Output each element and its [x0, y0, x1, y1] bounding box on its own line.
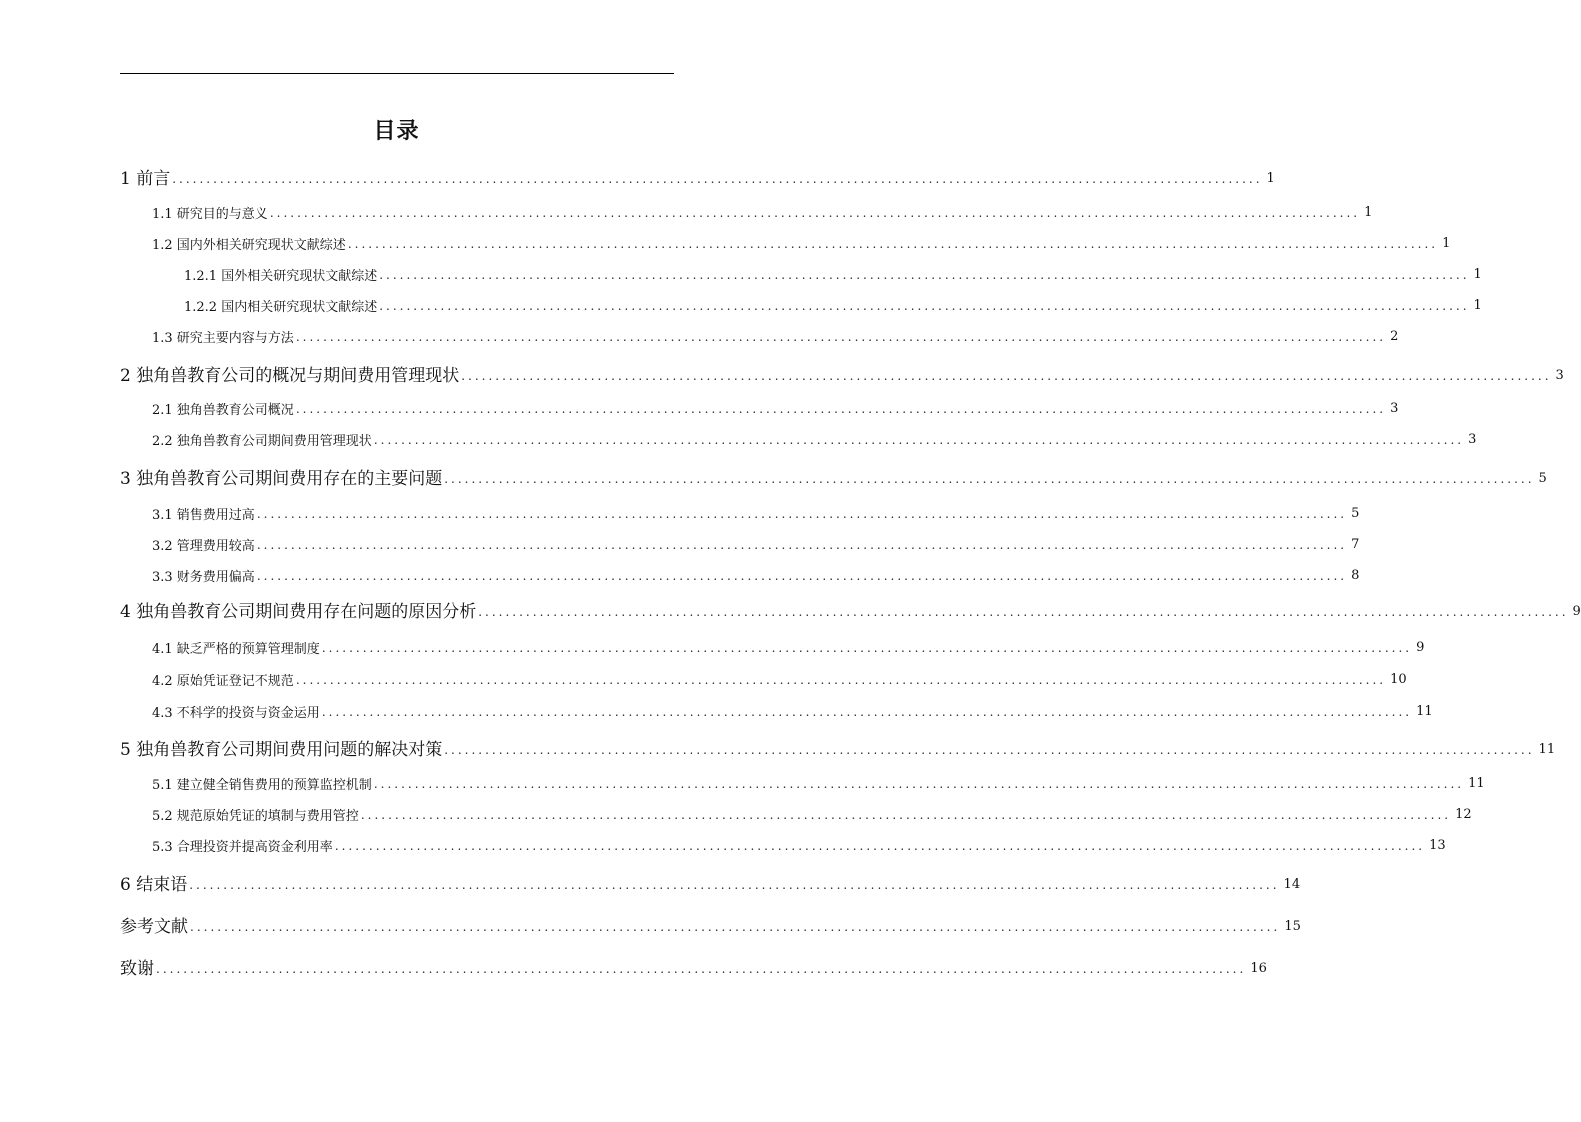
toc-entry-label: 4.2 原始凭证登记不规范 — [152, 674, 294, 689]
toc-entry-label: 1.3 研究主要内容与方法 — [152, 331, 294, 346]
toc-entry[interactable] — [152, 773, 1485, 793]
toc-page-number: 15 — [1284, 919, 1301, 934]
toc-page-number: 9 — [1416, 640, 1425, 655]
toc-page-number: 16 — [1250, 961, 1267, 976]
toc-entry[interactable] — [184, 264, 1482, 284]
toc-page-number: 12 — [1455, 807, 1472, 822]
toc-dot-leader: ................................................................................................................................................................ — [321, 705, 1413, 719]
toc-entry-label: 3.3 财务费用偏高 — [152, 570, 255, 585]
toc-entry[interactable] — [152, 804, 1472, 824]
toc-entry-label: 2.1 独角兽教育公司概况 — [152, 403, 294, 418]
toc-entry[interactable] — [152, 429, 1477, 449]
toc-entry-label: 1.1 研究目的与意义 — [152, 207, 268, 222]
toc-entry-label: 5.1 建立健全销售费用的预算监控机制 — [152, 778, 372, 793]
toc-entry[interactable] — [152, 534, 1360, 554]
toc-entry[interactable] — [152, 565, 1360, 585]
toc-page-number: 1 — [1473, 298, 1482, 313]
toc-entry-label: 3 独角兽教育公司期间费用存在的主要问题 — [120, 469, 443, 489]
toc-entry-label: 4 独角兽教育公司期间费用存在问题的原因分析 — [120, 602, 477, 622]
toc-entry-label: 3.1 销售费用过高 — [152, 508, 255, 523]
toc-page-number: 8 — [1351, 568, 1360, 583]
toc-entry[interactable] — [152, 637, 1425, 657]
toc-dot-leader: ................................................................................................................................................................ — [373, 433, 1465, 447]
toc-entry-label: 1.2.1 国外相关研究现状文献综述 — [184, 269, 378, 284]
toc-page-number: 7 — [1351, 537, 1360, 552]
toc-entry[interactable] — [152, 835, 1446, 855]
toc-page-number: 11 — [1416, 704, 1433, 719]
toc-entry-label: 5 独角兽教育公司期间费用问题的解决对策 — [120, 740, 443, 760]
toc-dot-leader: ................................................................................................................................................................ — [172, 172, 1263, 186]
toc-entry[interactable] — [120, 362, 1564, 386]
toc-dot-leader: ................................................................................................................................................................ — [256, 507, 1348, 521]
toc-entry[interactable] — [120, 736, 1556, 760]
toc-title: 目录 — [373, 119, 420, 144]
toc-dot-leader: ................................................................................................................................................................ — [190, 920, 1281, 934]
toc-page-number: 2 — [1390, 329, 1399, 344]
toc-entry-label: 2.2 独角兽教育公司期间费用管理现状 — [152, 434, 372, 449]
toc-dot-leader: ................................................................................................................................................................ — [444, 743, 1535, 757]
toc-entry[interactable] — [152, 701, 1433, 721]
toc-entry-label: 1.2.2 国内相关研究现状文献综述 — [184, 300, 378, 315]
toc-dot-leader: ................................................................................................................................................................ — [256, 569, 1348, 583]
toc-dot-leader: ................................................................................................................................................................ — [295, 673, 1387, 687]
toc-dot-leader: ................................................................................................................................................................ — [373, 777, 1465, 791]
toc-entry-label: 5.2 规范原始凭证的填制与费用管控 — [152, 809, 359, 824]
toc-dot-leader: ................................................................................................................................................................ — [269, 206, 1361, 220]
toc-page-number: 11 — [1468, 776, 1485, 791]
toc-dot-leader: ................................................................................................................................................................ — [444, 472, 1535, 486]
toc-entry[interactable] — [120, 598, 1581, 622]
toc-page-number: 5 — [1538, 471, 1547, 486]
toc-page-number: 3 — [1555, 368, 1564, 383]
toc-entry-label: 1 前言 — [120, 169, 171, 189]
toc-entry[interactable] — [184, 295, 1482, 315]
toc-page-number: 3 — [1390, 401, 1399, 416]
toc-entry-label: 参考文献 — [120, 917, 188, 937]
toc-page-number: 1 — [1266, 171, 1275, 186]
toc-entry-label: 6 结束语 — [120, 875, 188, 895]
toc-entry[interactable] — [152, 503, 1360, 523]
toc-page-number: 13 — [1429, 838, 1446, 853]
toc-dot-leader: ................................................................................................................................................................ — [321, 641, 1413, 655]
toc-entry[interactable] — [120, 165, 1275, 189]
toc-entry-label: 致谢 — [120, 959, 154, 979]
toc-page-number: 11 — [1538, 742, 1556, 757]
toc-entry[interactable] — [120, 871, 1301, 895]
toc-page-number: 9 — [1572, 604, 1581, 619]
toc-entry-label: 4.1 缺乏严格的预算管理制度 — [152, 642, 320, 657]
toc-entry-label: 3.2 管理费用较高 — [152, 539, 255, 554]
toc-entry[interactable] — [120, 465, 1547, 489]
toc-page-number: 1 — [1364, 205, 1373, 220]
toc-entry[interactable] — [152, 202, 1373, 222]
toc-dot-leader: ................................................................................................................................................................ — [379, 299, 1470, 313]
toc-page-number: 3 — [1468, 432, 1477, 447]
toc-page-number: 1 — [1473, 267, 1482, 282]
toc-page-number: 1 — [1442, 236, 1451, 251]
toc-dot-leader: ................................................................................................................................................................ — [156, 962, 1247, 976]
toc-entry[interactable] — [152, 326, 1399, 346]
toc-entry[interactable] — [120, 913, 1301, 937]
toc-entry[interactable] — [152, 233, 1451, 253]
toc-dot-leader: ................................................................................................................................................................ — [256, 538, 1348, 552]
toc-entry[interactable] — [152, 398, 1399, 418]
toc-dot-leader: ................................................................................................................................................................ — [461, 369, 1552, 383]
toc-entry[interactable] — [120, 955, 1267, 979]
toc-dot-leader: ................................................................................................................................................................ — [295, 402, 1387, 416]
toc-dot-leader: ................................................................................................................................................................ — [379, 268, 1470, 282]
toc-dot-leader: ................................................................................................................................................................ — [189, 878, 1280, 892]
toc-entry-label: 4.3 不科学的投资与资金运用 — [152, 706, 320, 721]
toc-dot-leader: ................................................................................................................................................................ — [347, 237, 1439, 251]
toc-entry[interactable] — [152, 669, 1407, 689]
toc-dot-leader: ................................................................................................................................................................ — [360, 808, 1452, 822]
toc-entry-label: 5.3 合理投资并提高资金利用率 — [152, 840, 333, 855]
toc-page-number: 10 — [1390, 672, 1407, 687]
toc-dot-leader: ................................................................................................................................................................ — [334, 839, 1426, 853]
toc-dot-leader: ................................................................................................................................................................ — [295, 330, 1387, 344]
toc-page-number: 5 — [1351, 506, 1360, 521]
toc-entry-label: 2 独角兽教育公司的概况与期间费用管理现状 — [120, 366, 460, 386]
toc-page-number: 14 — [1283, 877, 1301, 892]
toc-dot-leader: ................................................................................................................................................................ — [478, 605, 1569, 619]
toc-entry-label: 1.2 国内外相关研究现状文献综述 — [152, 238, 346, 253]
